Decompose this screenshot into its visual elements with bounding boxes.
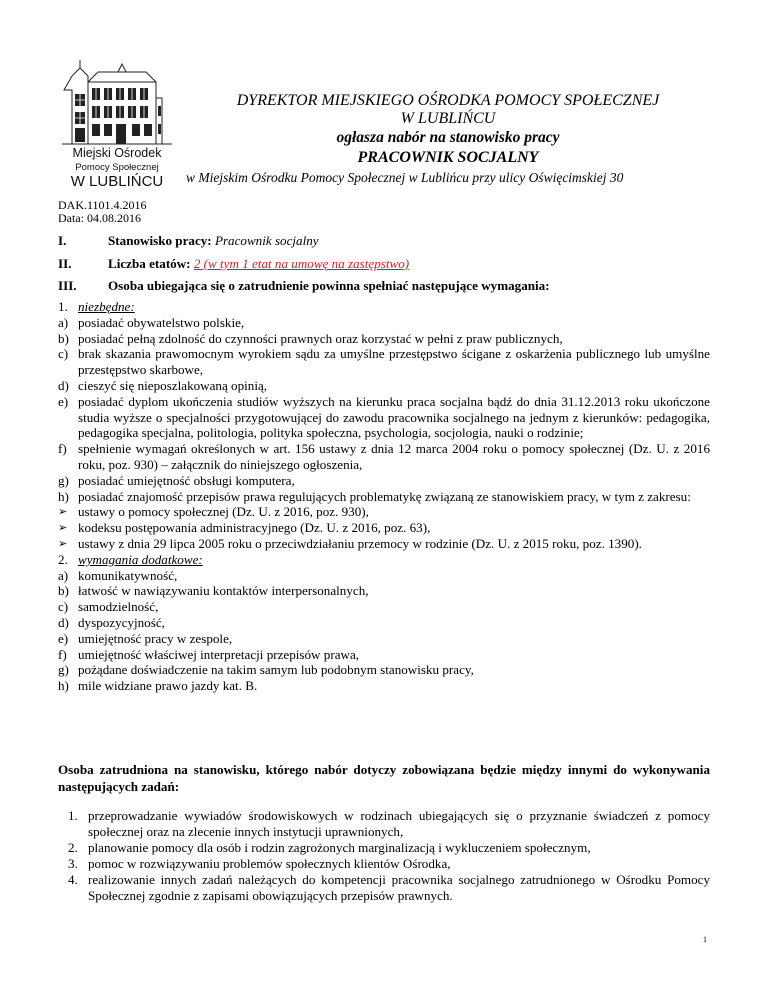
- list-item: 2. planowanie pomocy dla osób i rodzin zagrożonych marginalizacją i wykluczeniem społecznym,: [68, 840, 591, 855]
- list-item: g) pożądane doświadczenie na takim samym lub podobnym stanowisku pracy,: [58, 662, 474, 678]
- arrow-bullet-icon: ➢: [58, 521, 68, 535]
- list-item: f) umiejętność właściwej interpretacji przepisów prawa,: [58, 646, 360, 662]
- arrow-bullet-icon: ➢: [58, 536, 68, 550]
- list-item: h) posiadać znajomość przepisów prawa regulujących problematykę związaną ze stanowiskiem pracy, w tym z zakresu:: [58, 488, 691, 504]
- requirements-list: [58, 299, 710, 694]
- list-item: ➢ ustawy z dnia 29 lipca 2005 roku o przeciwdziałaniu przemocy w rodzinie (Dz. U. z 2015 roku, poz. 1390).: [58, 535, 642, 551]
- header-title-line1: DYREKTOR MIEJSKIEGO OŚRODKA POMOCY SPOŁECZNEJ: [236, 92, 660, 109]
- logo-line2: Pomocy Społecznej: [75, 162, 159, 173]
- list-item: ➢ ustawy o pomocy społecznej (Dz. U. z 2016, poz. 930),: [58, 504, 369, 520]
- section-label: Osoba ubiegająca się o zatrudnienie powinna spełniać następujące wymagania:: [108, 278, 550, 293]
- logo-line1: Miejski Ośrodek: [72, 146, 162, 160]
- logo-line3: W LUBLIŃCU: [70, 173, 164, 190]
- header-title-line2: W LUBLIŃCU: [400, 110, 496, 127]
- list-item: g) posiadać umiejętność obsługi komputera,: [58, 472, 295, 488]
- institution-logo: [58, 58, 176, 190]
- list-item: d) dyspozycyjność,: [58, 614, 165, 630]
- list-item: 4. realizowanie innych zadań należących do kompetencji pracownika socjalnego zatrudnionego w Ośrodku Pomocy Społecznej zgodnie z zapisami obowiązujących przepisów prawnych.: [68, 872, 710, 903]
- list-item: 2. wymagania dodatkowe:: [58, 551, 203, 567]
- list-item: a) komunikatywność,: [58, 567, 178, 583]
- section-label: Liczba etatów:: [108, 256, 191, 271]
- list-item: 1. przeprowadzanie wywiadów środowiskowych w rodzinach ubiegających się o przyznanie świadczeń z pomocy społecznej oraz na zlecenie innych instytucji uprawnionych,: [68, 808, 710, 839]
- list-item: b) łatwość w nawiązywaniu kontaktów interpersonalnych,: [58, 583, 369, 599]
- list-item: e) posiadać dyplom ukończenia studiów wyższych na kierunku praca socjalna bądź do dnia 31.12.2013 roku ukończone studia wyższe o specjalności przygotowującej do zawodu pracownika socjalnego na jednym z kierunków: pedagogika, pedagogika specjalna, politologia, polityka społeczna, psychologia, socjologia, nauki o rodzinie;: [58, 393, 710, 441]
- list-item: b) posiadać pełną zdolność do czynności prawnych oraz korzystać w pełni z praw publicznych,: [58, 330, 563, 346]
- section-number: II.: [58, 256, 72, 271]
- section-value-highlighted: 2 (w tym 1 etat na umowę na zastępstwo): [193, 256, 410, 271]
- building-illustration-icon: [58, 58, 176, 146]
- list-item: e) umiejętność pracy w zespole,: [58, 630, 233, 646]
- list-item: ➢ kodeksu postępowania administracyjnego (Dz. U. z 2016, poz. 63),: [58, 520, 431, 536]
- document-reference: DAK.1101.4.2016: [58, 198, 147, 212]
- header-position-title: PRACOWNIK SOCJALNY: [357, 149, 539, 166]
- section-number: III.: [58, 278, 77, 293]
- list-item: 1. niezbędne:: [58, 299, 135, 314]
- duties-intro: Osoba zatrudniona na stanowisku, którego nabór dotyczy zobowiązana będzie między innymi do wykonywania następujących zadań:: [58, 762, 710, 794]
- page-number: 1: [703, 935, 707, 944]
- list-item: d) cieszyć się nieposzlakowaną opinią,: [58, 377, 268, 393]
- list-item: 3. pomoc w rozwiązywaniu problemów społecznych klientów Ośrodka,: [68, 856, 451, 871]
- section-number: I.: [58, 233, 67, 248]
- document-date: Data: 04.08.2016: [58, 211, 141, 225]
- duties-list: [58, 808, 710, 904]
- list-item: f) spełnienie wymagań określonych w art. 156 ustawy z dnia 12 marca 2004 roku o pomocy społecznej (Dz. U. z 2016 roku, poz. 930) – załącznik do niniejszego ogłoszenia,: [58, 441, 710, 472]
- list-item: c) samodzielność,: [58, 599, 159, 615]
- header-subtitle: w Miejskim Ośrodku Pomocy Społecznej w Lublińcu przy ulicy Oświęcimskiej 30: [186, 170, 624, 185]
- list-item: h) mile widziane prawo jazdy kat. B.: [58, 678, 258, 694]
- list-item: c) brak skazania prawomocnym wyrokiem sądu za umyślne przestępstwo ścigane z oskarżenia publicznego lub umyślne przestępstwo skarbowe,: [58, 346, 710, 378]
- section-value: Pracownik socjalny: [214, 233, 319, 248]
- section-label: Stanowisko pracy:: [108, 233, 212, 248]
- header-announcement: ogłasza nabór na stanowisko pracy: [336, 129, 560, 146]
- list-item: a) posiadać obywatelstwo polskie,: [58, 314, 245, 330]
- arrow-bullet-icon: ➢: [58, 505, 68, 519]
